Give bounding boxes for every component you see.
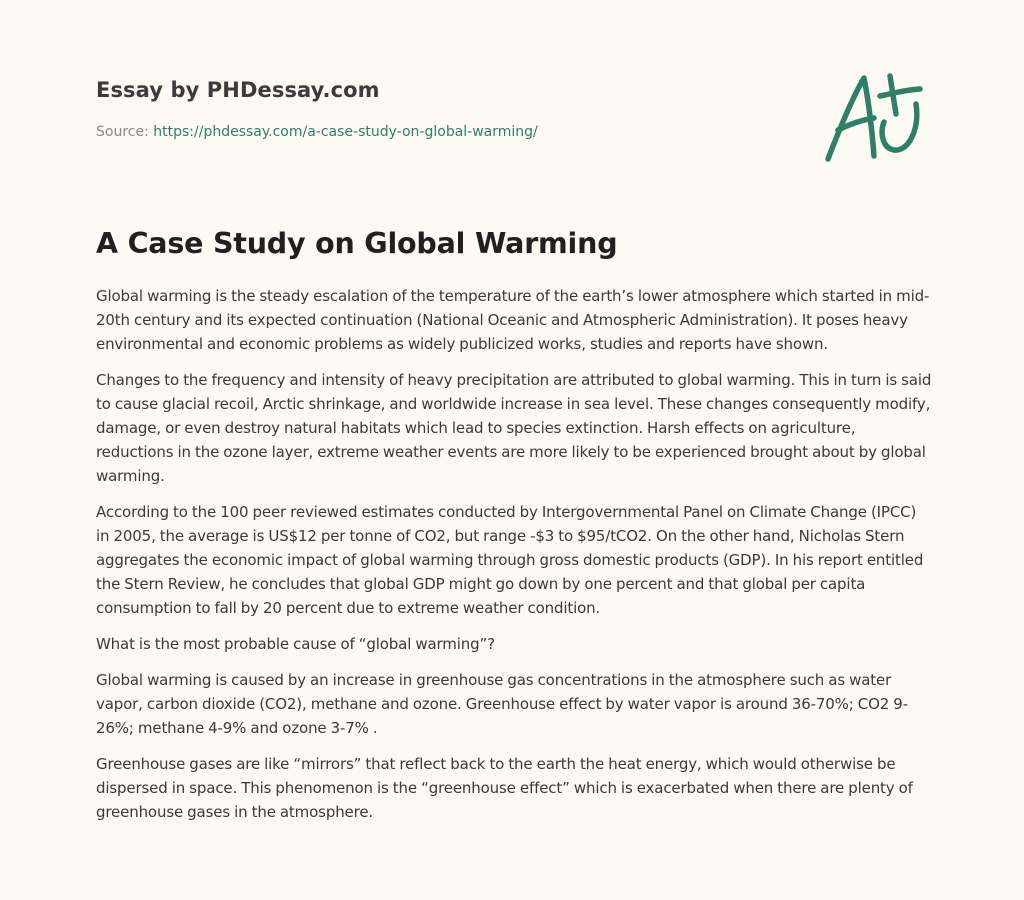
article-paragraph: According to the 100 peer reviewed estimates conducted by Intergovernmental Panel on Climate Change (IPCC) in 2005, the average is US$12 per tonne of CO2, but range -$3 to $95/tCO2. On the other hand, Nicholas Stern aggregates the economic impact of global warming through gross domestic products (GDP). In his report entitled the Stern Review, he concludes that global GDP might go down by one percent and that global per capita consumption to fall by 20 percent due to extreme weather condition.	[96, 503, 924, 617]
source-link[interactable]: https://phdessay.com/a-case-study-on-global-warming/	[153, 124, 538, 140]
article-paragraph: Greenhouse gases are like “mirrors” that reflect back to the earth the heat energy, which would otherwise be dispersed in space. This phenomenon is the “greenhouse effect” which is exacerbated when there are plenty of greenhouse gases in the atmosphere.	[96, 755, 913, 821]
article-paragraph: What is the most probable cause of “global warming”?	[96, 635, 495, 653]
article-paragraph: Global warming is the steady escalation of the temperature of the earth’s lower atmosphere which started in mid-20th century and its expected continuation (National Oceanic and Atmospheric Administration). It poses heavy environmental and economic problems as widely publicized works, studies and reports have shown.	[96, 287, 930, 353]
source-label: Source:	[96, 124, 154, 140]
article-body	[96, 284, 932, 836]
article-title: A Case Study on Global Warming	[96, 227, 618, 260]
article-paragraph: Changes to the frequency and intensity of heavy precipitation are attributed to global warming. This in turn is said to cause glacial recoil, Arctic shrinkage, and worldwide increase in sea level. These changes consequently modify, damage, or even destroy natural habitats which lead to species extinction. Harsh effects on agriculture, reductions in the ozone layer, extreme weather events are more likely to be experienced brought about by global warming.	[96, 371, 932, 485]
brand-title: Essay by PHDessay.com	[96, 78, 380, 102]
article-paragraph: Global warming is caused by an increase in greenhouse gas concentrations in the atmosphere such as water vapor, carbon dioxide (CO2), methane and ozone. Greenhouse effect by water vapor is around 36-70%; CO2 9-26%; methane 4-9% and ozone 3-7% .	[96, 671, 908, 737]
source-line	[96, 124, 538, 140]
essay-page	[96, 0, 932, 900]
a-plus-logo-icon	[824, 68, 928, 164]
essay-header	[96, 0, 932, 200]
